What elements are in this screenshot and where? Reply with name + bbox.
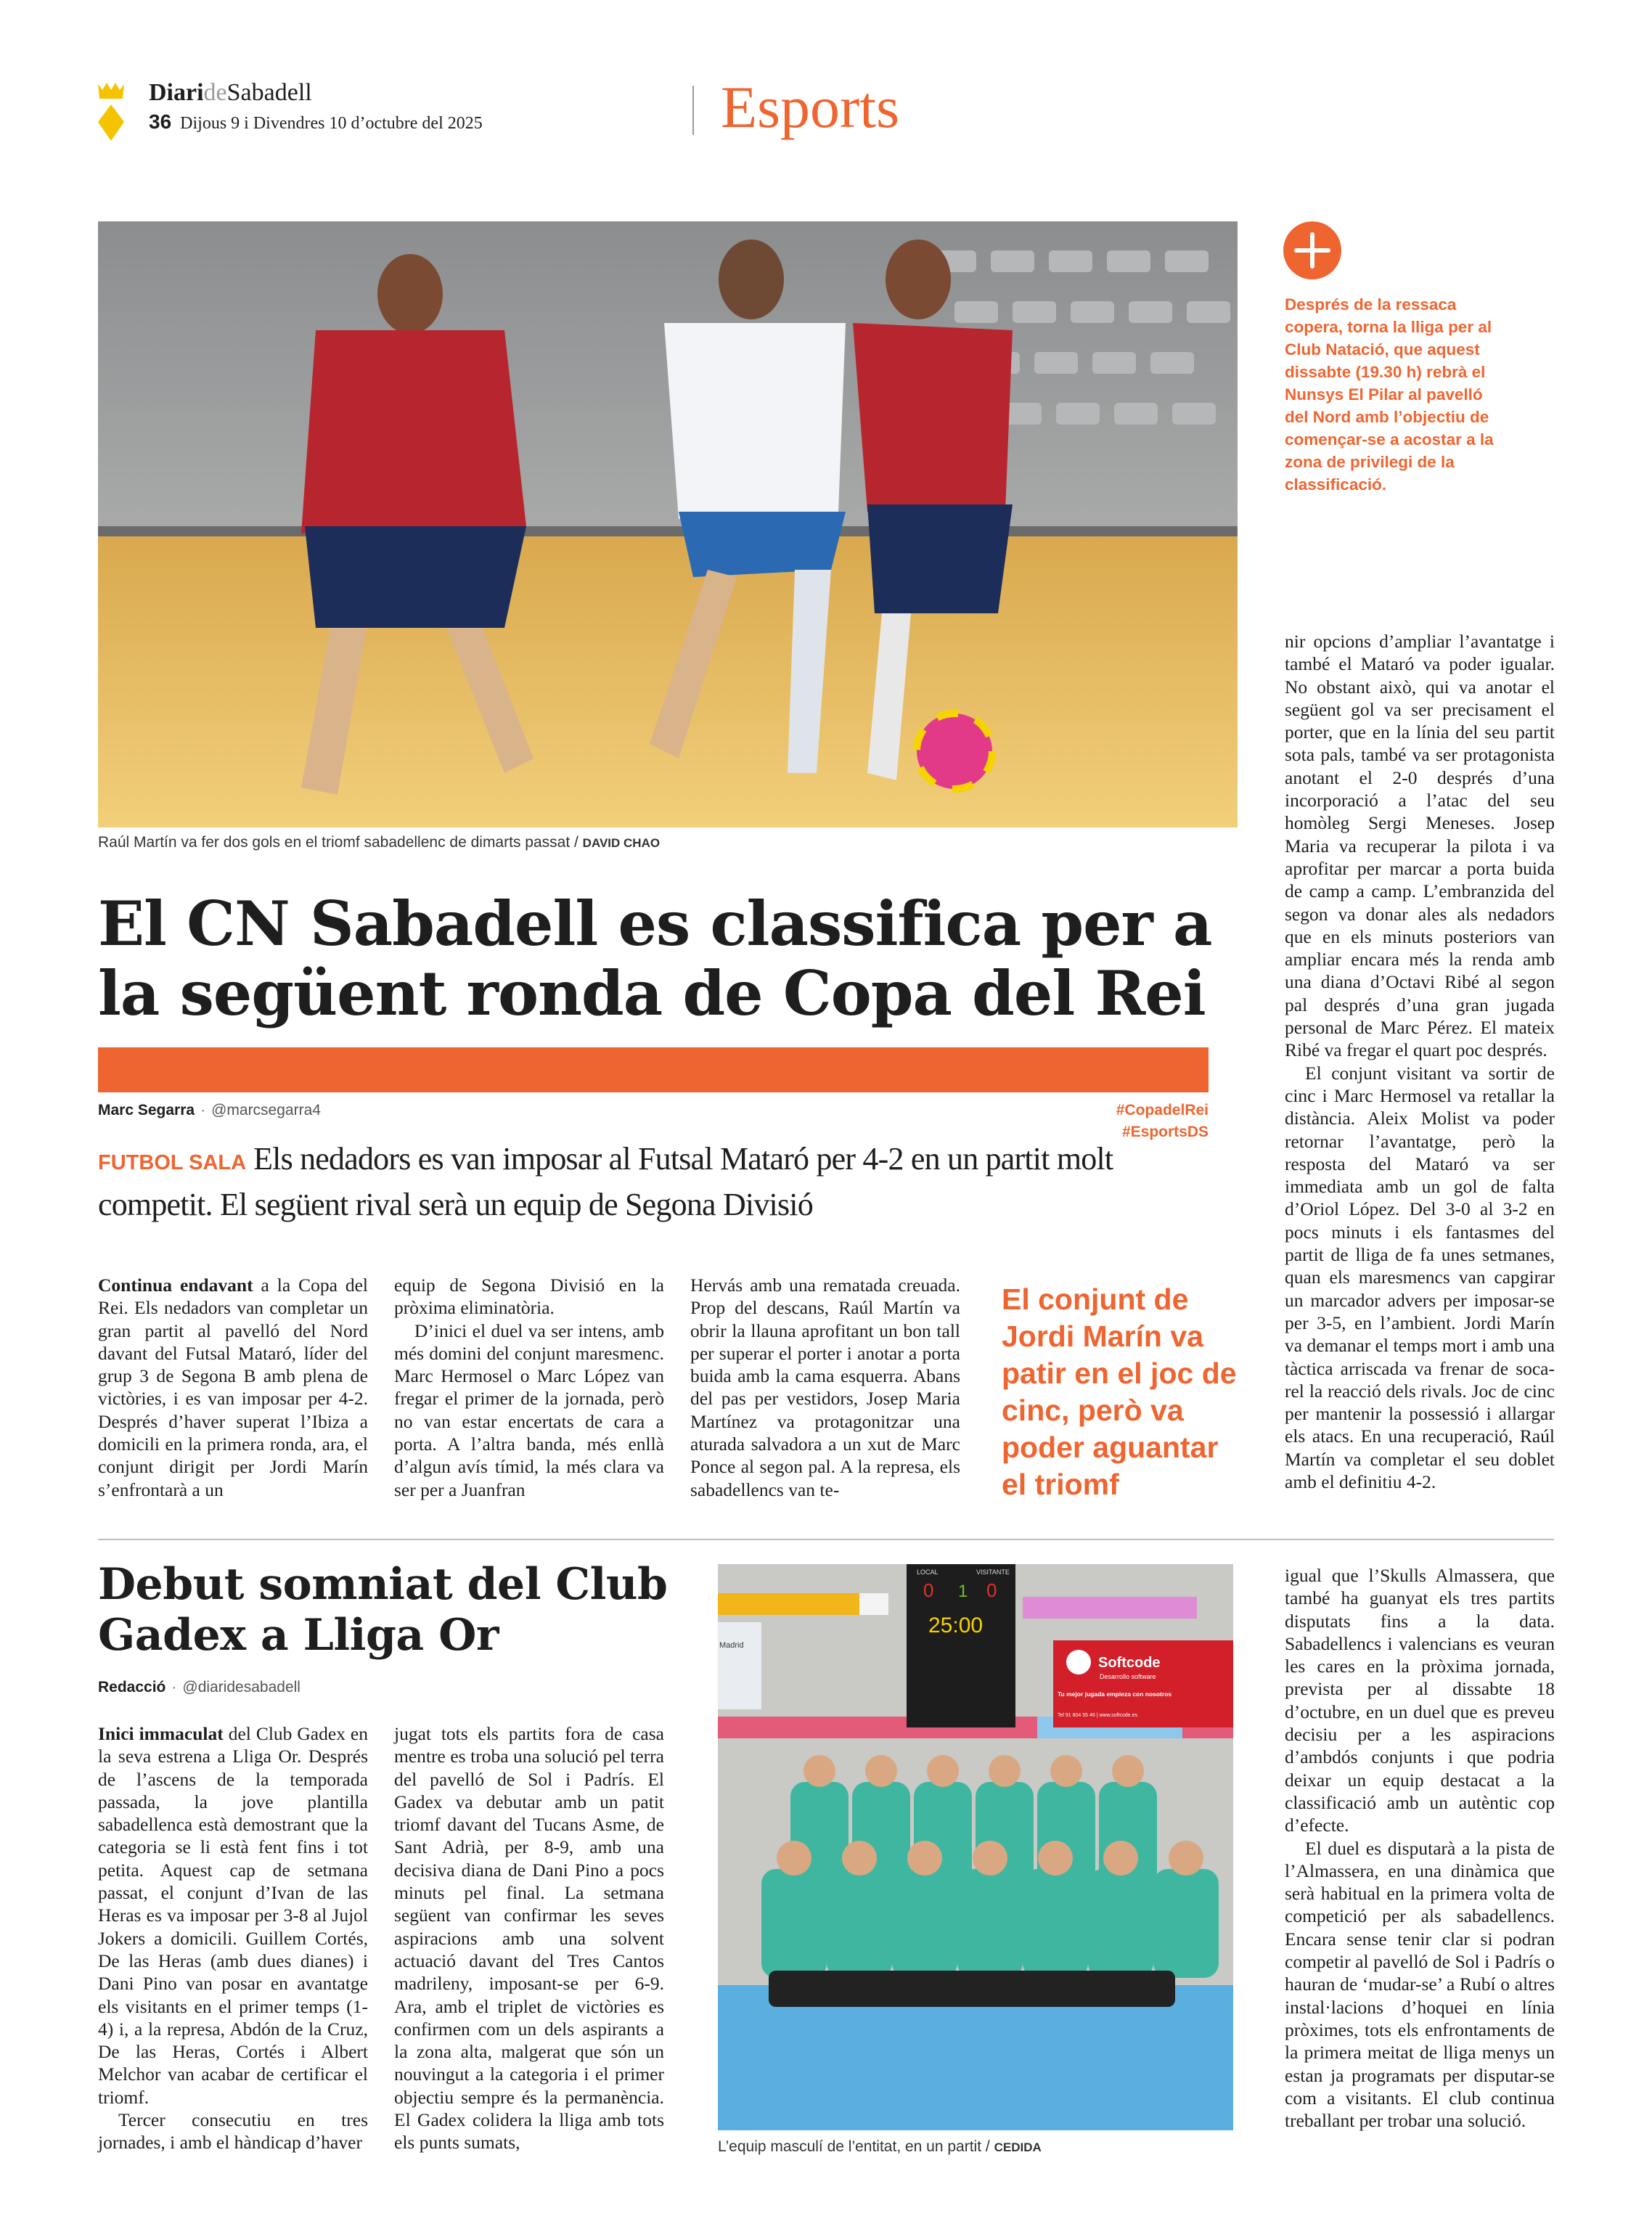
photo-credit: DAVID CHAO [582,836,661,850]
article-column-4: nir opcions d’ampliar l’avantatge i també el Mataró va poder igualar. No obstant això, qui va anotar el següent gol va ser precisament el porter, que en la línia del seu partit sota pals, també va ser protagonista anotant el 2-0 després d’una incorporació a l’atac del seu homòleg Sergi Meneses. Josep Maria va recuperar la pilota i va aprofitar per marcar a porta buida de camp a camp. L’embranzida del segon va donar ales als nedadors que en els minuts posteriors van ampliar encara més la renda amb una diana d’Octavi Ribé al segon pal després d’una gran jugada personal de Marc Pérez. El mateix Ribé va fregar el quart poc després. El conjunt visitant va sortir de cinc i Marc Hermosel va retallar la distància. Aleix Molist va poder retornar l’avantatge, però la resposta del Mataró va ser immediata amb un gol de falta d’Oriol López. Del 3-0 al 3-2 en pocs minuts i els fantasmes del partit de lliga de fa unes setmanes, quan els maresmencs van capgirar un marcador advers per imposar-se per 3-5, en l’ambient. Jordi Marín va demanar el temps mort i amb una tàctica arriscada va frenar de soca-rel la reacció dels rivals. Joc de cinc per mantenir la possessió i allargar els atacs. En una recuperació, Raúl Martín va completar el seu doblet amb el definitiu 4-2. [1285,631,1555,1492]
subhead-tag: FUTBOL SALA [98,1151,247,1174]
futsal-match-photo [98,221,1238,827]
plus-icon [1283,221,1341,279]
photo-caption-2: L’equip masculí de l’entitat, en un partit / CEDIDA [718,2138,1042,2155]
second-article-column-2: jugat tots els partits fora de casa mentre es troba una solució pel terra del pavelló de Sol i Padrís. El Gadex va debutar amb un patit triomf davant del Tucans Asme, de Sant Adrià, per 8-9, amb una decisiva diana de Dani Pino a pocs minuts pel final. La setmana següent van confirmar les seves aspiracions amb una solvent actuació davant del Tres Cantos madrileny, imposant-se per 6-9. Ara, amb el triplet de victòries es confirmen com un dels aspirants a la zona alta, malgerat que són un nouvingut a la categoria i el primer objectiu sempre és la permanència. El Gadex colidera la lliga amb tots els punts sumats, [394,1723,664,2154]
article-column-3: Hervás amb una rematada creuada. Prop del descans, Raúl Martín va obrir la llauna aprofitant un bon tall per superar el porter i anotar a porta buida amb la cama esquerra. Abans del pas per vestidors, Josep Maria Martínez va protagonitzar una aturada salvadora a un xut de Marc Ponce al segon pal. A la represa, els sabadellencs van te- [690,1275,960,1500]
scoreboard-clock: 25:00 [928,1614,984,1637]
second-article-column-1: Inici immaculat del Club Gadex en la seva estrena a Lliga Or. Després de l’ascens de la temporada passada, la jove plantilla sabadellenca està demostrant que la categoria se li està fent fins i tot petita. Aquest cap de setmana passat, el conjunt d’Ivan de las Heras es va imposar per 3-8 al Jujol Jokers a domicili. Guillem Cortés, De las Heras (amb dues dianes) i Dani Pino van posar en avantatge els visitants en el primer temps (1-4) i, a la represa, Abdón de la Cruz, De las Heras, Cortés i Albert Melchor van acabar de certificar el triomf. Tercer consecutiu en tres jornades, i amb el hàndicap d’haver [98,1723,368,2154]
banner-slogan: Tu mejor jugada empieza con nosotros [1058,1690,1172,1698]
byline: Marc Segarra · @marcsegarra4 [98,1102,321,1118]
second-headline: Debut somniat del Club Gadex a Lliga Or [98,1559,668,1661]
article-column-1: Continua endavant a la Copa del Rei. Els nedadors van completar un gran partit al pavelló del Nord davant del Futsal Mataró, líder del grup 3 de Segona B amb plena de victòries, i es van imposar per 4-2. Després d’haver superat l’Ibiza a domicili en la primera ronda, ara, el conjunt dirigit per Jordi Marín s’enfrontarà a un [98,1275,368,1500]
banner-tagline: Desarrollo software [1100,1673,1156,1680]
author-handle[interactable]: @marcsegarra4 [211,1102,321,1118]
second-byline: Redacció · @diaridesabadell [98,1679,300,1696]
photo-caption: Raúl Martín va fer dos gols en el triomf sabadellenc de dimarts passat / DAVID CHAO [98,834,661,851]
issue-line [149,110,483,135]
second-article-column-3: igual que l’Skulls Almassera, que també ha guanyat els tres partits disputats fins a la data. Sabadellencs i valencians es veuran les cares en la pròxima jornada, prevista per al dissabte 18 d’octubre, en un duel que es preveu decisiu per a les aspiracions d’ambdós conjunts i que podria deixar un equip destacat a la classificació amb un autèntic cop d’efecte. El duel es disputarà a la pista de l’Almassera, en una dinàmica que serà habitual en la primera volta de competició per als sabadellencs. Encara sense tenir clar si podran competir al pavelló de Sol i Padrís o hauran de ‘mudar-se’ a Rubí o altres instal·lacions d’hoquei en línia pròximes, tots els enfrontaments de la primera meitat de lliga menys un estan ja programats per disputar-se com a visitants. El club continua treballant per trobar una solució. [1285,1565,1555,2132]
author-name: Redacció [98,1679,166,1696]
scoreboard-local-score: 0 [923,1579,934,1601]
page-number: 36 [149,110,172,133]
scoreboard-local-label: LOCAL [917,1569,939,1576]
article-column-2: equip de Segona Divisió en la pròxima eliminatòria. D’inici el duel va ser intens, amb més domini del conjunt maresmenc. Marc Hermosel o Marc López van fregar el primer de la jornada, però no van estar encertats de cara a porta. A l’altra banda, més enllà d’algun avís tímid, la més clara va ser per a Juanfran [394,1275,664,1500]
banner-contact: Tel 91 804 55 46 | www.softcode.es [1058,1713,1137,1718]
author-name: Marc Segarra [98,1102,195,1118]
hockey-team-photo [718,1564,1233,2130]
section-title: Esports [721,74,899,140]
newspaper-logo-icon [97,80,126,141]
subheadline: FUTBOL SALA Els nedadors es van imposar al Futsal Mataró per 4-2 en un partit molt competit. El següent rival serà un equip de Segona Divisió [98,1141,1113,1222]
scoreboard-visitor-score: 0 [986,1579,997,1601]
article-divider [98,1539,1554,1540]
pull-quote: El conjunt de Jordi Marín va patir en el joc de cinc, però va poder aguantar el triomf [1002,1283,1237,1501]
side-box-text: Després de la ressaca copera, torna la lliga per al Club Natació, que aquest dissabte (19.30 h) rebrà el Nunsys El Pilar al pavelló del Nord amb l’objectiu de començar-se a acostar a la zona de privilegi de la classificació. [1285,295,1494,494]
lead-in: Inici immaculat [98,1723,224,1744]
lead-in: Continua endavant [98,1275,253,1296]
hashtags[interactable]: #CopadelRei #EsportsDS [1116,1102,1209,1140]
wall-sign: Madrid [719,1641,744,1650]
issue-date: Dijous 9 i Divendres 10 d’octubre del 2025 [180,114,483,133]
main-headline: El CN Sabadell es classifica per a la següent ronda de Copa del Rei [98,888,1212,1029]
headline-accent-bar [98,1047,1209,1092]
brand-name: DiarideSabadell [149,79,312,106]
scoreboard-visitor-label: VISITANTE [976,1569,1010,1576]
banner-brand: Softcode [1098,1655,1161,1671]
photo-credit-2: CEDIDA [994,2140,1042,2154]
masthead-divider [692,86,694,135]
author-handle[interactable]: @diaridesabadell [182,1679,300,1696]
scoreboard-period: 1 [958,1582,968,1601]
